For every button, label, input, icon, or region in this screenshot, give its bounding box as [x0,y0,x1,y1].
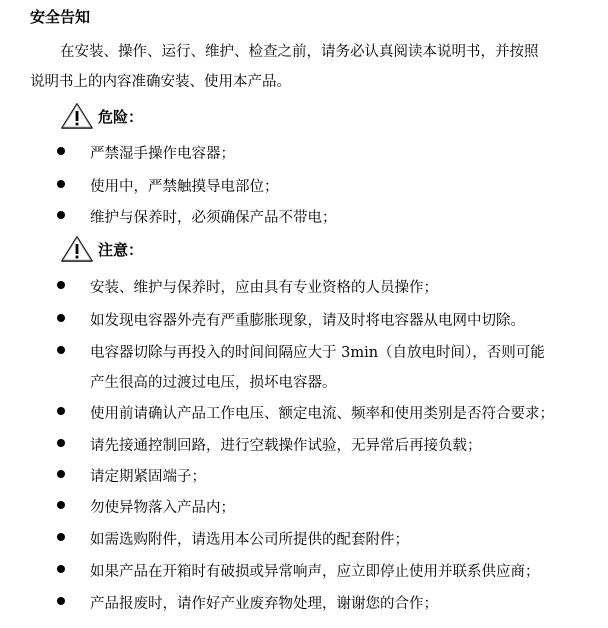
list-item [57,276,592,296]
warning-triangle-icon [60,235,94,263]
bullet-icon [57,565,65,573]
warning-triangle-icon [60,102,94,130]
list-item [57,592,592,612]
bullet-icon [57,597,65,605]
list-item [57,142,592,162]
danger-item-text: 严禁湿手操作电容器； [90,146,235,162]
list-item [57,175,592,195]
bullet-icon [57,533,65,541]
danger-label: 危险： [98,107,144,126]
list-item [57,309,592,329]
list-item [57,528,592,548]
caution-item-text: 使用前请确认产品工作电压、额定电流、频率和使用类别是否符合要求； [90,406,554,422]
danger-item-text: 使用中，严禁触摸导电部位； [90,179,279,195]
list-item [57,402,592,422]
intro-paragraph-line-2: 说明书上的内容准确安装、使用本产品。 [30,74,291,90]
list-item [57,465,592,485]
caution-item-text: 请先接通控制回路，进行空载操作试验，无异常后再接负载； [90,438,482,454]
section-title: 安全告知 [30,8,91,26]
caution-label: 注意： [98,240,144,259]
bullet-icon [57,407,65,415]
bullet-icon [57,281,65,289]
bullet-icon [57,501,65,509]
list-item [57,496,592,516]
list-item [57,434,592,454]
danger-item-text: 维护与保养时，必须确保产品不带电； [90,210,337,226]
danger-heading [60,101,143,131]
bullet-icon [57,314,65,322]
caution-item-text: 产品报废时，请作好产业废弃物处理，谢谢您的合作； [90,596,438,612]
caution-item-text: 如需选购附件，请选用本公司所提供的配套附件； [90,532,409,548]
caution-item-text: 安装、维护与保养时，应由具有专业资格的人员操作； [90,280,438,296]
list-item [57,206,592,226]
bullet-icon [57,147,65,155]
caution-item-text: 如发现电容器外壳有严重膨胀现象，请及时将电容器从电网中切除。 [90,313,525,329]
caution-heading [60,234,143,264]
caution-item-text: 如果产品在开箱时有破损或异常响声，应立即停止使用并联系供应商； [90,564,540,580]
bullet-icon [57,180,65,188]
bullet-icon [57,470,65,478]
caution-item-text: 请定期紧固端子； [90,469,206,485]
caution-item-text: 勿使异物落入产品内； [90,500,235,516]
bullet-icon [57,439,65,447]
bullet-icon [57,211,65,219]
caution-item-continuation: 产生很高的过渡过电压，损坏电容器。 [90,375,337,391]
bullet-icon [57,346,65,354]
intro-paragraph-line-1: 在安装、操作、运行、维护、检查之前，请务必认真阅读本说明书，并按照 [60,44,539,60]
list-item [57,341,592,361]
list-item [57,560,592,580]
caution-item-text: 电容器切除与再投入的时间间隔应大于 3min（自放电时间），否则可能 [90,345,545,361]
